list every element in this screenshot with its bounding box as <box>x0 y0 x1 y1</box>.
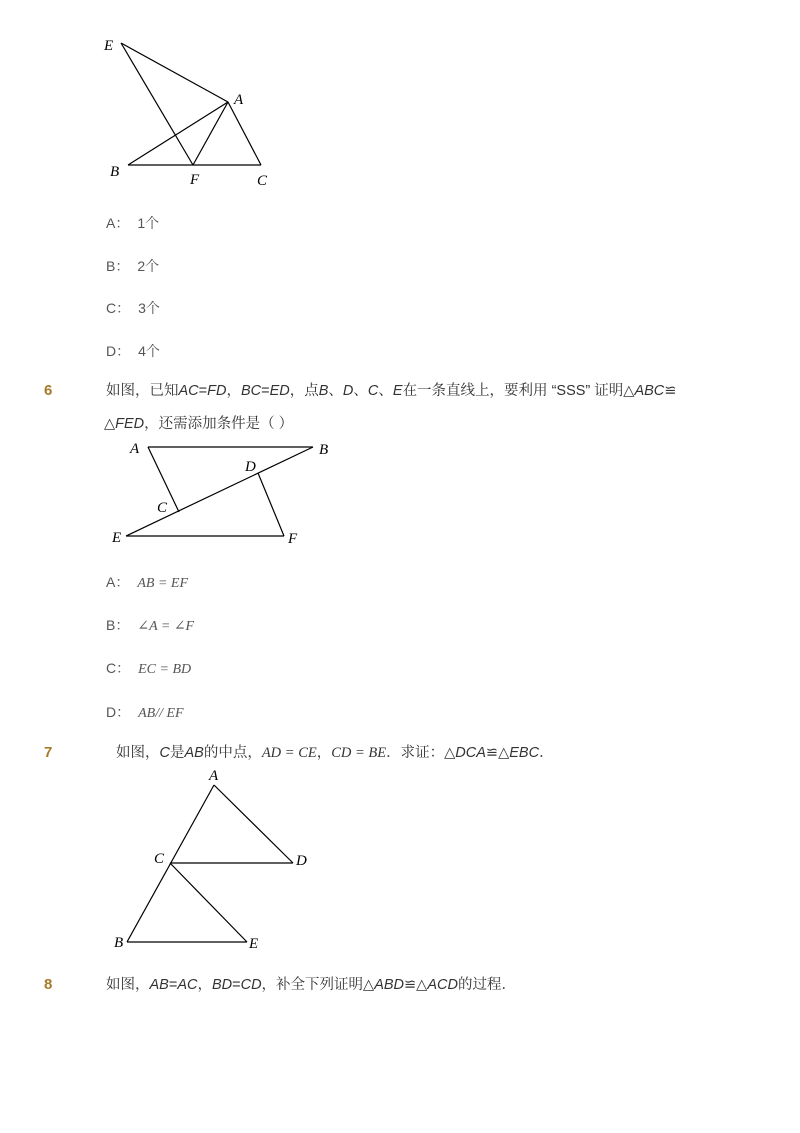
q5-option-b[interactable]: B： 2个 <box>106 258 160 274</box>
fig3-label-a: A <box>209 768 219 784</box>
q8-text: 如图，AB=AC，BD=CD，补全下列证明△ABD≌△ACD的过程． <box>106 977 516 993</box>
fig2-label-e: E <box>112 530 122 546</box>
fig1-label-b: B <box>110 164 120 180</box>
fig2-label-b: B <box>319 442 329 458</box>
fig3-label-e: E <box>249 936 259 952</box>
figure-triangles-acd-cbe <box>110 764 320 954</box>
q5-option-a[interactable]: A： 1个 <box>106 215 160 231</box>
fig1-label-f: F <box>190 172 200 188</box>
q6-option-d[interactable]: D： AB// EF <box>106 704 184 721</box>
fig2-label-c: C <box>157 500 168 516</box>
fig1-label-c: C <box>257 173 268 189</box>
q5-option-c[interactable]: C： 3个 <box>106 300 160 316</box>
q7-text: 如图，C是AB的中点，AD = CE，CD = BE．求证：△DCA≌△EBC． <box>116 745 554 761</box>
fig3-label-b: B <box>114 935 124 951</box>
fig2-label-a: A <box>130 441 140 457</box>
q6-option-c[interactable]: C： EC = BD <box>106 660 192 677</box>
q7-number: 7 <box>44 744 53 761</box>
figure-parallel-abef <box>108 436 338 550</box>
q8-number: 8 <box>44 976 53 993</box>
fig3-label-d: D <box>296 853 307 869</box>
q6-option-b[interactable]: B： ∠A = ∠F <box>106 617 195 634</box>
q6-option-a[interactable]: A： AB = EF <box>106 574 188 591</box>
q6-number: 6 <box>44 382 53 399</box>
q5-option-d[interactable]: D： 4个 <box>106 343 160 359</box>
fig3-label-c: C <box>154 851 165 867</box>
fig1-label-a: A <box>234 92 244 108</box>
figure-triangle-efabc <box>100 32 280 192</box>
fig2-label-f: F <box>288 531 298 547</box>
q6-text-line2: △FED，还需添加条件是（ ） <box>104 416 294 432</box>
q6-text-line1: 如图，已知AC=FD，BC=ED，点B、D、C、E在一条直线上，要利用 “SSS” 证明△ABC≌ <box>106 383 677 399</box>
fig1-label-e: E <box>104 38 114 54</box>
fig2-label-d: D <box>245 459 256 475</box>
